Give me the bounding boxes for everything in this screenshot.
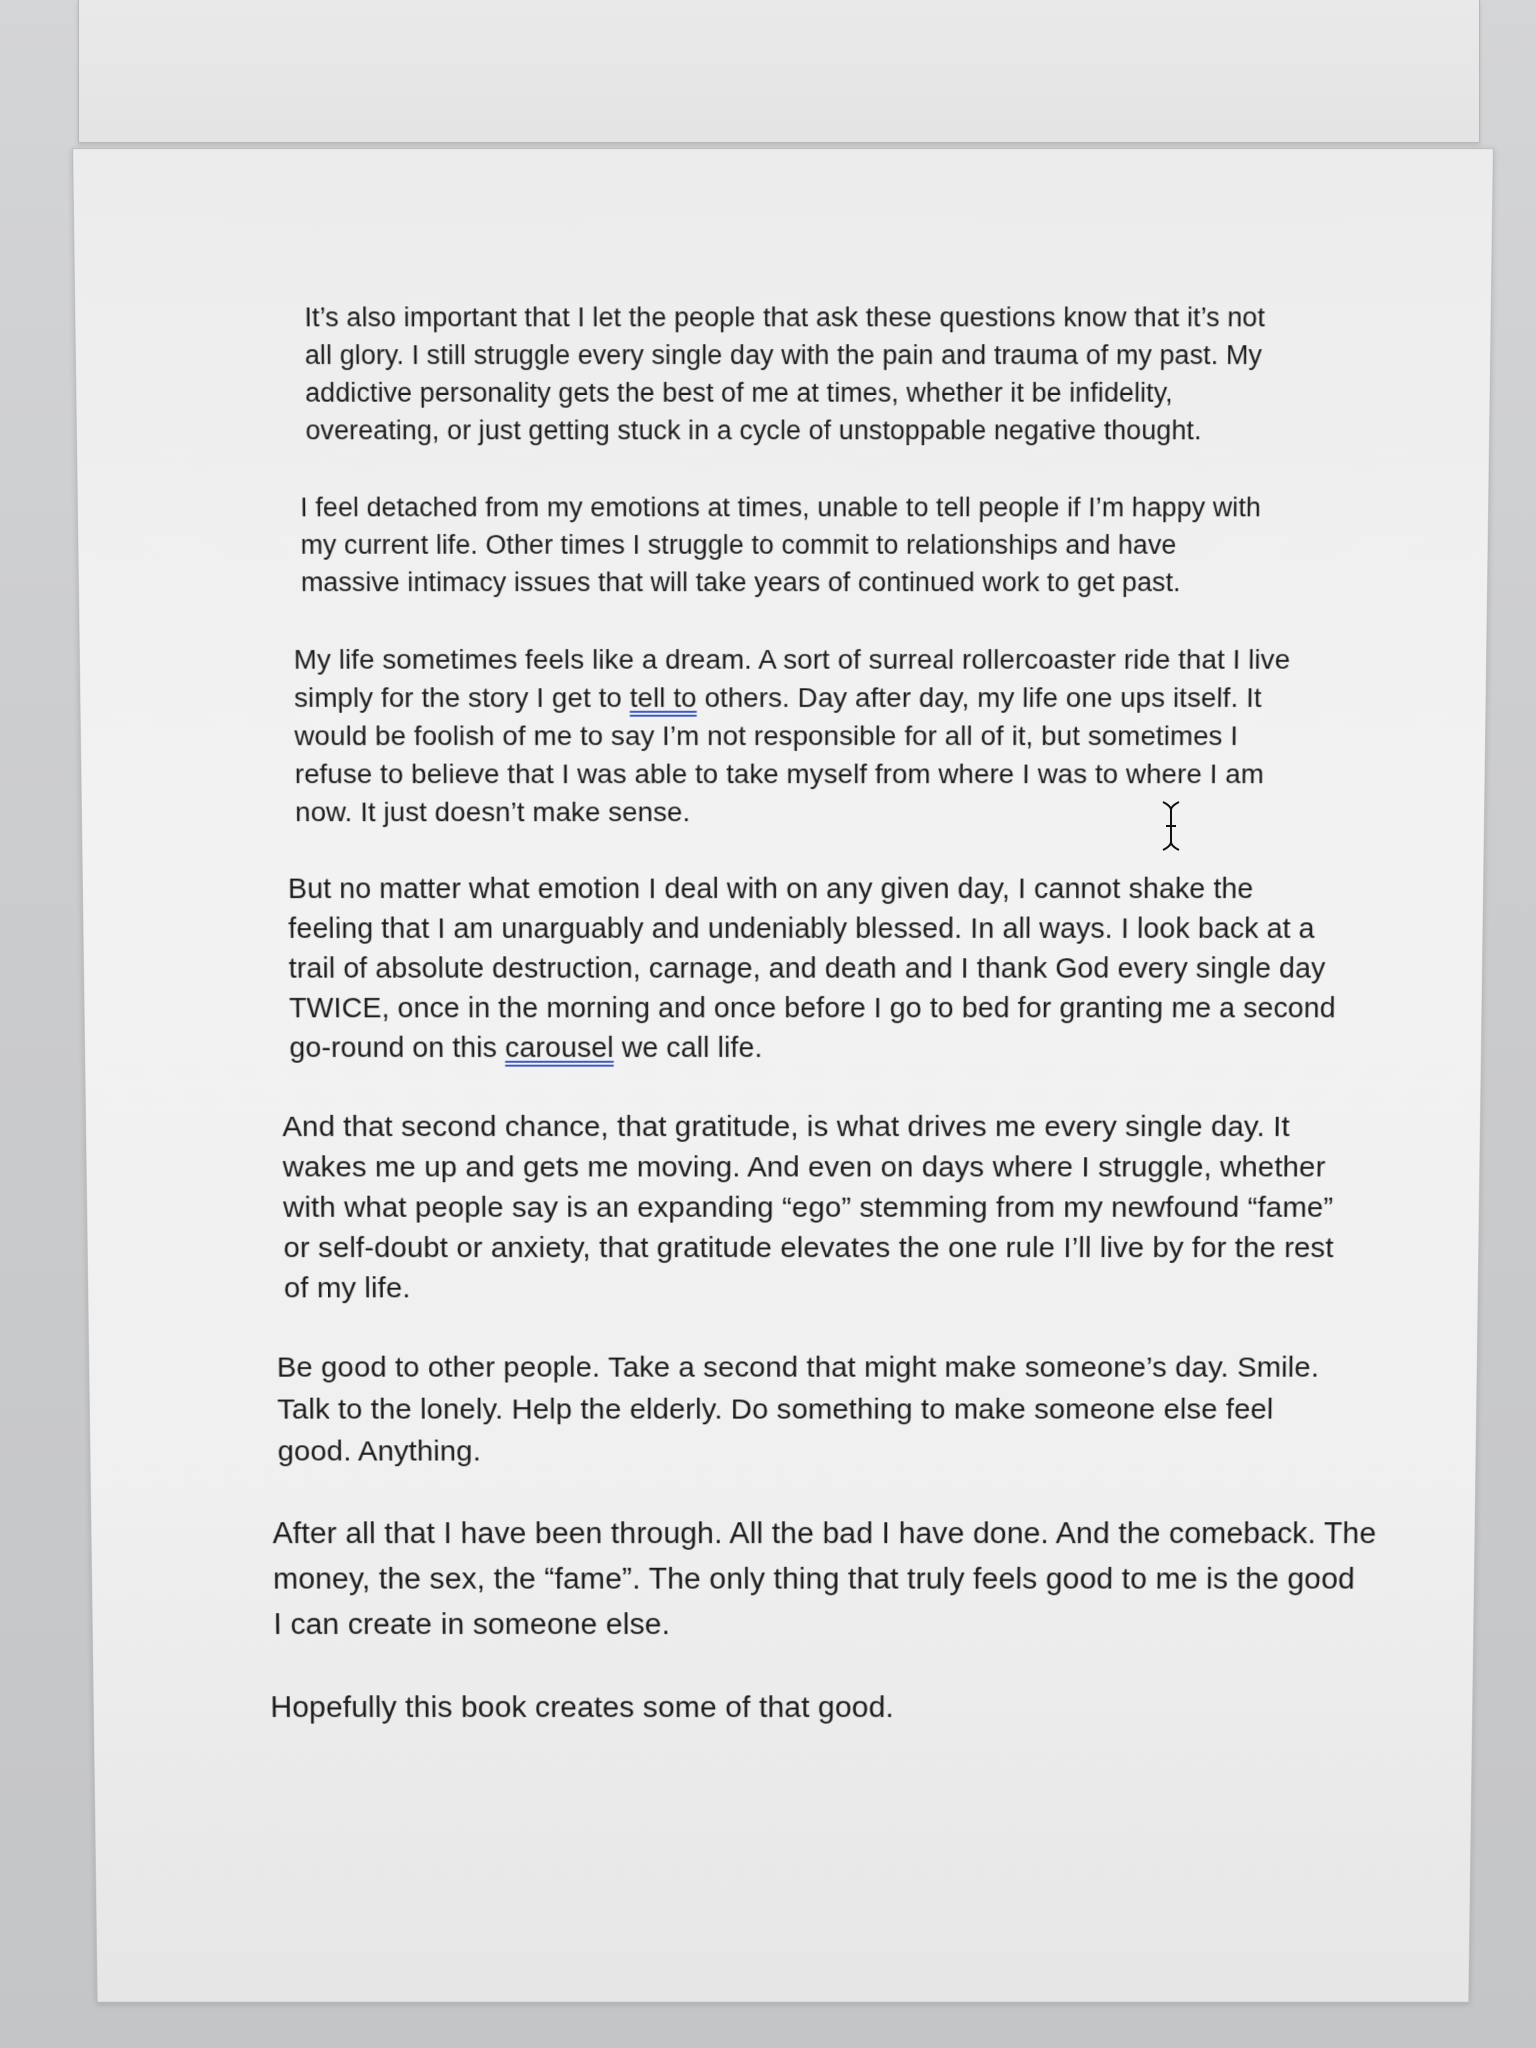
text-line: Hopefully this book creates some of that good.: [270, 1690, 894, 1724]
text-line: refuse to believe that I was able to take myself from where I was to where I am: [294, 758, 1265, 789]
text-line: of my life.: [283, 1272, 411, 1305]
text-line: But no matter what emotion I deal with on any given day, I cannot shake the: [287, 873, 1254, 905]
text-line: wakes me up and gets me moving. And even on days where I struggle, whether: [282, 1151, 1326, 1184]
spellcheck-flagged-word[interactable]: carousel: [505, 1032, 614, 1064]
paragraph[interactable]: [304, 299, 1359, 450]
text-line: I feel detached from my emotions at times, unable to tell people if I’m happy with: [300, 492, 1262, 523]
text-line: with what people say is an expanding “ego” stemming from my newfound “fame”: [282, 1191, 1334, 1224]
text-fragment: we call life.: [613, 1032, 763, 1064]
text-line: After all that I have been through. All the bad I have done. And the comeback. The: [272, 1516, 1377, 1550]
text-line: feeling that I am unarguably and undeniably blessed. In all ways. I look back at a: [288, 913, 1315, 945]
text-line: Talk to the lonely. Help the elderly. Do something to make someone else feel: [277, 1393, 1274, 1426]
paragraph[interactable]: [300, 489, 1357, 601]
text-line: trail of absolute destruction, carnage, and death and I thank God every single day: [288, 953, 1326, 985]
text-fragment: others. Day after day, my life one ups itself. It: [696, 682, 1262, 713]
text-line: It’s also important that I let the people that ask these questions know that it’s not: [304, 302, 1266, 333]
text-line: [294, 678, 1355, 716]
text-line: my current life. Other times I struggle to commit to relationships and have: [300, 530, 1177, 560]
document-page[interactable]: [72, 148, 1494, 2003]
text-line: good. Anything.: [277, 1435, 481, 1468]
text-cursor-icon: [1160, 800, 1182, 852]
text-line: I can create in someone else.: [273, 1607, 671, 1641]
text-line: massive intimacy issues that will take years of continued work to get past.: [300, 567, 1181, 598]
text-line: would be foolish of me to say I’m not responsible for all of it, but sometimes I: [294, 720, 1239, 751]
document-body[interactable]: [233, 299, 1377, 1768]
text-line: [289, 1029, 1351, 1069]
paragraph[interactable]: [277, 1347, 1348, 1473]
text-line: TWICE, once in the morning and once before I go to bed for granting me a second: [288, 993, 1336, 1025]
paragraph[interactable]: [272, 1511, 1377, 1647]
text-line: My life sometimes feels like a dream. A sort of surreal rollercoaster ride that I live: [293, 644, 1291, 675]
text-line: now. It just doesn’t make sense.: [294, 796, 691, 828]
text-line: money, the sex, the “fame”. The only thing that truly feels good to me is the good: [272, 1562, 1356, 1596]
text-fragment: simply for the story I get to: [293, 682, 630, 713]
text-line: Be good to other people. Take a second that might make someone’s day. Smile.: [276, 1351, 1320, 1384]
text-line: or self-doubt or anxiety, that gratitude elevates the one rule I’ll live by for the rest: [283, 1232, 1334, 1264]
spellcheck-flagged-word[interactable]: tell to: [629, 682, 697, 713]
paragraph[interactable]: [270, 1685, 1344, 1730]
paragraph[interactable]: [294, 640, 1356, 831]
text-line: addictive personality gets the best of me at times, whether it be infidelity,: [305, 377, 1173, 408]
text-line: all glory. I still struggle every single day with the pain and trauma of my past. My: [304, 340, 1263, 370]
text-fragment: go-round on this: [289, 1032, 506, 1064]
paragraph[interactable]: [282, 1107, 1350, 1309]
previous-page[interactable]: [78, 0, 1480, 143]
paragraph[interactable]: [288, 870, 1353, 1069]
text-line: And that second chance, that gratitude, is what drives me every single day. It: [282, 1111, 1290, 1143]
text-line: overeating, or just getting stuck in a cycle of unstoppable negative thought.: [305, 415, 1202, 446]
